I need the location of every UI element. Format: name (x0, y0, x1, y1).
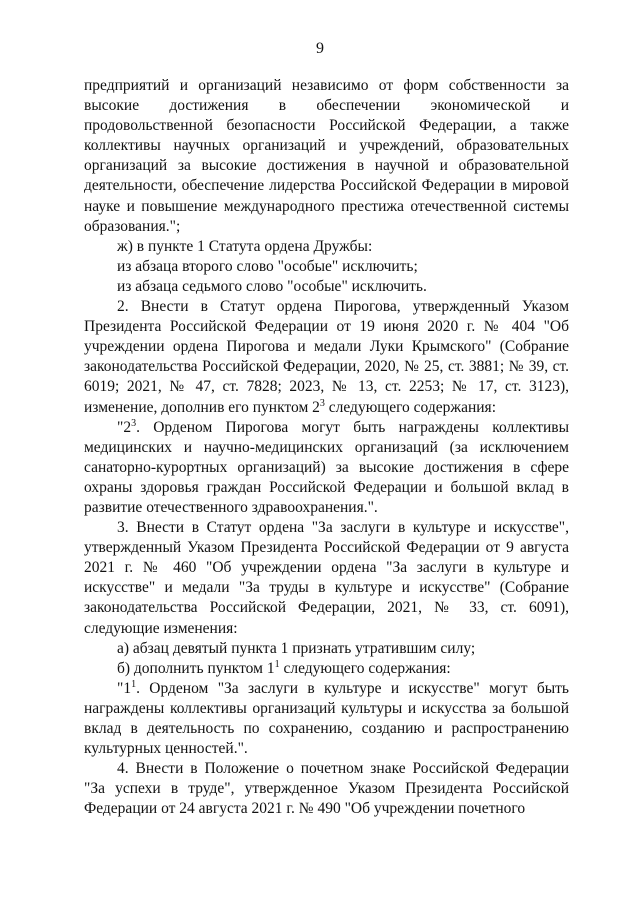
paragraph-3: из абзаца второго слово "особые" исключить; (117, 257, 418, 275)
paragraph-7: 3. Внести в Статут ордена "За заслуги в культуре и искусстве", утвержденный Указом Президента Российской Федерации от 9 августа 2021 г. № 460 "Об учреждении ордена "За заслуги в культуре и искусстве" и медали "За труды в культуре и искусстве" (Собрание законодательства Российской Федерации, 2021, № 33, ст. 6091), следующие изменения: (84, 519, 569, 637)
paragraph-11: 4. Внести в Положение о почетном знаке Российской Федерации "За успехи в труде", утвержденное Указом Президента Российской Федерации от 24 августа 2021 г. № 490 "Об учреждении почетного (84, 760, 569, 818)
paragraph-10: "$1^1$. Орденом "За заслуги в культуре и искусстве" могут быть награждены коллективы организаций культуры и искусства за большой вклад в деятельность по сохранению, созданию и распространению культурных ценностей.". (84, 678, 569, 758)
superscript: 3 (131, 417, 137, 429)
paragraph-8: а) абзац девятый пункта 1 признать утратившим силу; (117, 639, 476, 657)
paragraph-4: из абзаца седьмого слово "особые" исключить. (117, 277, 427, 295)
paragraph-1: предприятий и организаций независимо от форм собственности за высокие достижения в обеспечении экономической и продовольственной безопасности Российской Федерации, а также коллективы научных организаций и учреждений, образовательных организаций за высокие достижения в научной и образовательной деятельности, обеспечение лидерства Российской Федерации в мировой науке и повышение международного престижа отечественной системы образования."; (84, 77, 569, 235)
document-body (84, 76, 569, 819)
page-number: 9 (316, 40, 324, 57)
paragraph-2: ж) в пункте 1 Статута ордена Дружбы: (117, 237, 373, 255)
paragraph-5: 2. Внести в Статут ордена Пирогова, утвержденный Указом Президента Российской Федерации от 19 июня 2020 г. № 404 "Об учреждении ордена Пирогова и медали Луки Крымского" (Собрание законодательства Российской Федерации, 2020, № 25, ст. 3881; № 39, ст. 6019; 2021, № 47, ст. 7828; 2023, № 13, ст. 2253; № 17, ст. 3123), изменение, дополнив его пунктом $2^3$ следующего содержания: (84, 298, 569, 416)
superscript: 3 (319, 397, 325, 409)
paragraph-6: "$2^3$. Орденом Пирогова могут быть награждены коллективы медицинских и научно-медицинских организаций (за исключением санаторно-курортных организаций) за высокие достижения в сфере охраны здоровья граждан Российской Федерации и большой вклад в развитие отечественного здравоохранения.". (84, 417, 569, 516)
paragraph-9: б) дополнить пунктом $1^1$ следующего содержания: (117, 658, 451, 677)
superscript: 1 (274, 658, 280, 670)
superscript: 1 (131, 678, 137, 690)
